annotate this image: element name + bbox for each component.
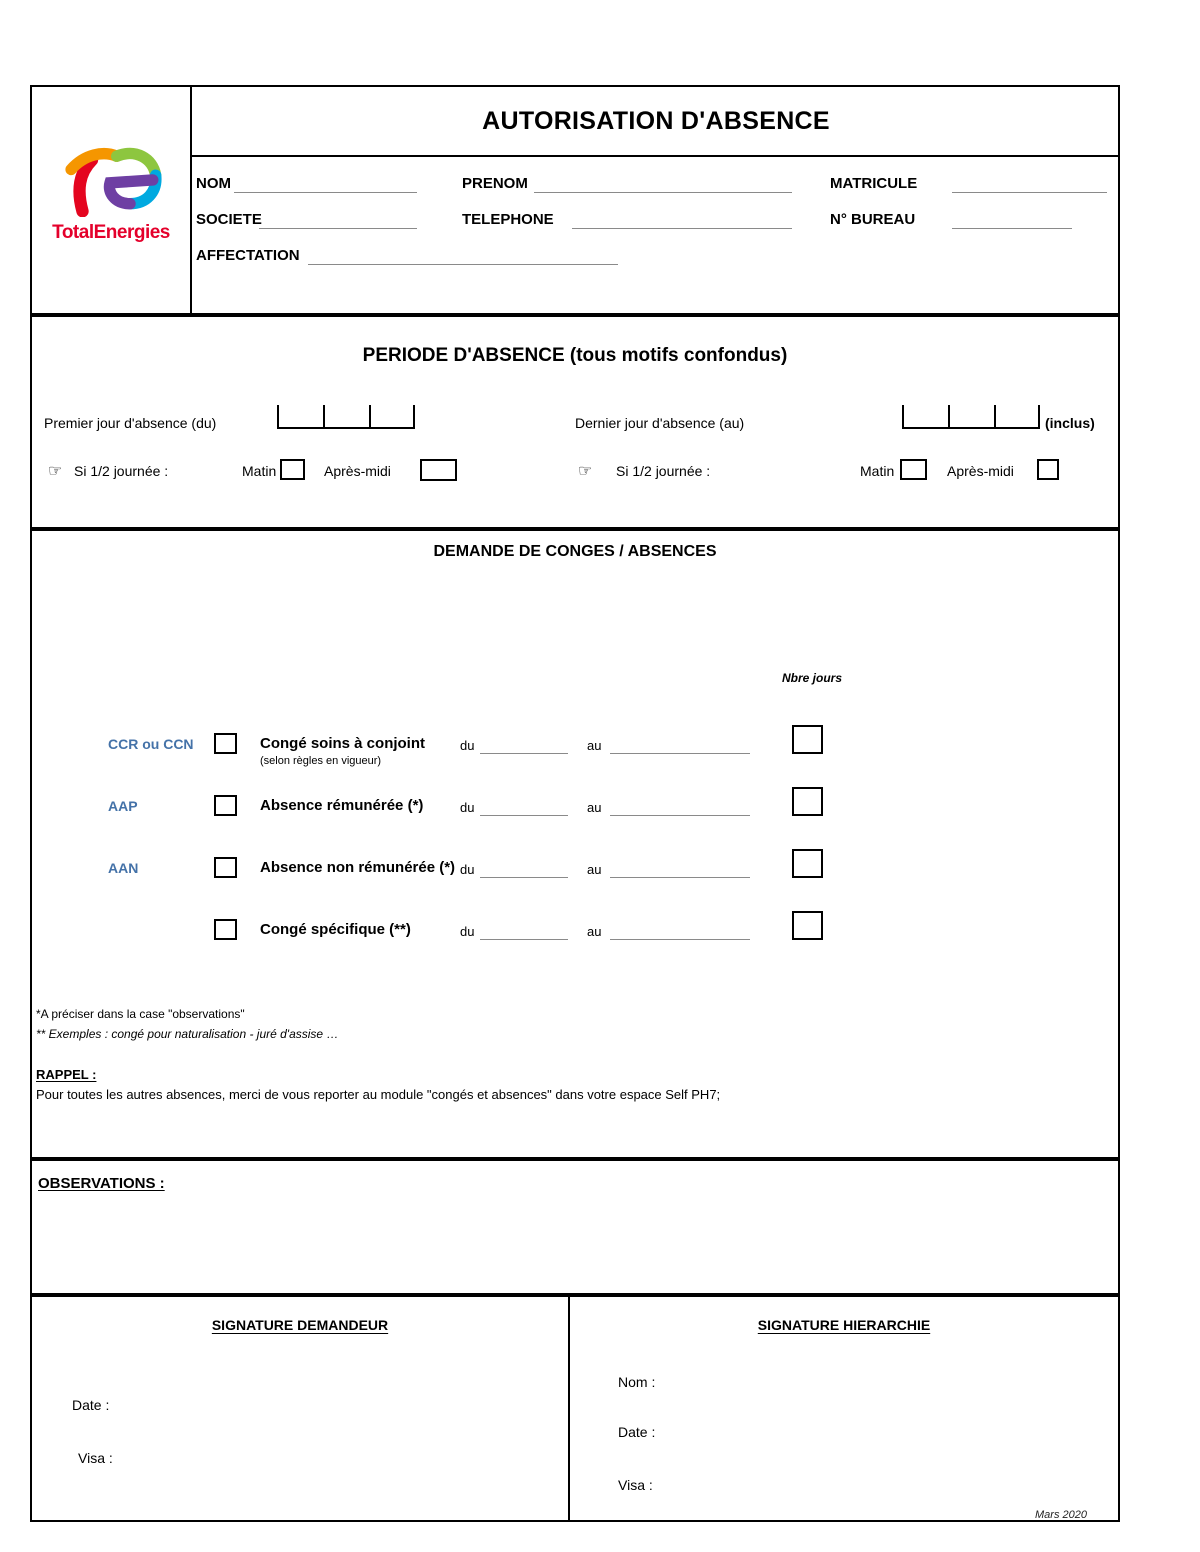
au-input-line[interactable]: [610, 860, 750, 878]
date-cell[interactable]: [948, 405, 994, 429]
matin-checkbox-left[interactable]: [280, 459, 305, 480]
nbre-jours-header: Nbre jours: [782, 671, 843, 685]
footnote-exemples: ** Exemples : congé pour naturalisation - juré d'assise …: [36, 1027, 339, 1041]
nom-label: NOM: [196, 175, 231, 192]
half-day-label-right: Si 1/2 journée :: [616, 463, 711, 479]
apres-midi-label-right: Après-midi: [947, 463, 1014, 479]
hierarchie-visa-label: Visa :: [618, 1477, 653, 1493]
au-input-line[interactable]: [610, 922, 750, 940]
nbre-jours-box[interactable]: [792, 911, 823, 940]
logo-wordmark: TotalEnergies: [52, 222, 170, 243]
inclus-label: (inclus): [1045, 415, 1095, 431]
absence-checkbox[interactable]: [214, 857, 237, 878]
affectation-input-line[interactable]: [308, 247, 618, 265]
matricule-label: MATRICULE: [830, 175, 918, 192]
absence-sublabel: (selon règles en vigueur): [260, 755, 382, 767]
totalenergies-logo-icon: [53, 141, 169, 217]
du-label: du: [460, 862, 475, 877]
rappel-title: RAPPEL :: [36, 1067, 97, 1082]
matricule-input-line[interactable]: [952, 175, 1107, 193]
demandeur-date-label: Date :: [72, 1397, 110, 1413]
premier-jour-label: Premier jour d'absence (du): [44, 415, 217, 431]
absence-row-specifique: [32, 919, 1118, 981]
absence-row-aap: [32, 795, 1118, 857]
hierarchie-date-label: Date :: [618, 1424, 656, 1440]
observations-section[interactable]: [30, 1159, 1120, 1295]
absence-authorization-form: [30, 85, 1120, 1522]
date-cell[interactable]: [902, 405, 948, 429]
signature-demandeur-box[interactable]: [30, 1295, 570, 1522]
du-label: du: [460, 924, 475, 939]
absence-code: AAP: [108, 798, 138, 814]
absence-row-ccr: [32, 733, 1118, 795]
au-label: au: [587, 800, 602, 815]
dernier-jour-label: Dernier jour d'absence (au): [575, 415, 745, 431]
hand-pointer-icon: ☞: [578, 463, 593, 480]
telephone-input-line[interactable]: [572, 211, 792, 229]
nom-input-line[interactable]: [234, 175, 417, 193]
signature-demandeur-title: SIGNATURE DEMANDEUR: [211, 1317, 389, 1333]
signature-hierarchie-box[interactable]: [568, 1295, 1120, 1522]
du-label: du: [460, 738, 475, 753]
header-section: [30, 85, 1120, 315]
periode-absence-section: [30, 315, 1120, 529]
du-label: du: [460, 800, 475, 815]
dernier-jour-date-field[interactable]: [902, 405, 1040, 429]
absence-label: Absence non rémunérée (*): [260, 859, 456, 876]
matin-label-left: Matin: [242, 463, 277, 479]
hierarchie-nom-label: Nom :: [618, 1374, 656, 1390]
apres-midi-checkbox-left[interactable]: [420, 459, 457, 481]
matin-label-right: Matin: [860, 463, 895, 479]
telephone-label: TELEPHONE: [462, 211, 554, 228]
absence-label: Congé spécifique (**): [260, 921, 411, 938]
absence-checkbox[interactable]: [214, 733, 237, 754]
prenom-label: PRENOM: [462, 175, 528, 192]
societe-label: SOCIETE: [196, 211, 262, 228]
matin-checkbox-right[interactable]: [900, 459, 927, 480]
au-input-line[interactable]: [610, 736, 750, 754]
absence-label: Congé soins à conjoint: [260, 735, 426, 752]
bureau-label: N° BUREAU: [830, 211, 916, 228]
nbre-jours-box[interactable]: [792, 787, 823, 816]
societe-input-line[interactable]: [259, 211, 417, 229]
nbre-jours-box[interactable]: [792, 725, 823, 754]
footnote-observations: *A préciser dans la case "observations": [36, 1007, 245, 1021]
document-version: Mars 2020: [1035, 1509, 1087, 1521]
du-input-line[interactable]: [480, 922, 568, 940]
bureau-input-line[interactable]: [952, 211, 1072, 229]
absence-row-aan: [32, 857, 1118, 919]
du-input-line[interactable]: [480, 736, 568, 754]
signature-hierarchie-title: SIGNATURE HIERARCHIE: [757, 1317, 931, 1333]
form-title-box: [192, 87, 1120, 157]
absence-checkbox[interactable]: [214, 795, 237, 816]
nbre-jours-box[interactable]: [792, 849, 823, 878]
logo-area: [32, 87, 192, 313]
half-day-label-left: Si 1/2 journée :: [74, 463, 169, 479]
periode-title: PERIODE D'ABSENCE (tous motifs confondus): [362, 345, 788, 366]
apres-midi-checkbox-right[interactable]: [1037, 459, 1059, 480]
signatures-section: [30, 1295, 1120, 1522]
premier-jour-date-field[interactable]: [277, 405, 415, 429]
apres-midi-label-left: Après-midi: [324, 463, 391, 479]
date-cell[interactable]: [277, 405, 323, 429]
hand-pointer-icon: ☞: [48, 463, 63, 480]
form-title: AUTORISATION D'ABSENCE: [482, 106, 830, 135]
absence-code: AAN: [108, 860, 139, 876]
demande-title: DEMANDE DE CONGES / ABSENCES: [433, 543, 717, 560]
observations-label: OBSERVATIONS :: [38, 1175, 165, 1192]
absence-code: CCR ou CCN: [108, 736, 194, 752]
affectation-label: AFFECTATION: [196, 247, 300, 264]
rappel-text: Pour toutes les autres absences, merci de vous reporter au module "congés et absences" dans votre espace Self PH7;: [36, 1087, 721, 1102]
date-cell[interactable]: [323, 405, 369, 429]
au-input-line[interactable]: [610, 798, 750, 816]
demande-conges-section: [30, 529, 1120, 1159]
absence-label: Absence rémunérée (*): [260, 797, 424, 814]
au-label: au: [587, 862, 602, 877]
du-input-line[interactable]: [480, 860, 568, 878]
date-cell[interactable]: [994, 405, 1040, 429]
date-cell[interactable]: [369, 405, 415, 429]
du-input-line[interactable]: [480, 798, 568, 816]
au-label: au: [587, 738, 602, 753]
au-label: au: [587, 924, 602, 939]
prenom-input-line[interactable]: [534, 175, 792, 193]
demandeur-visa-label: Visa :: [78, 1450, 113, 1466]
absence-checkbox[interactable]: [214, 919, 237, 940]
